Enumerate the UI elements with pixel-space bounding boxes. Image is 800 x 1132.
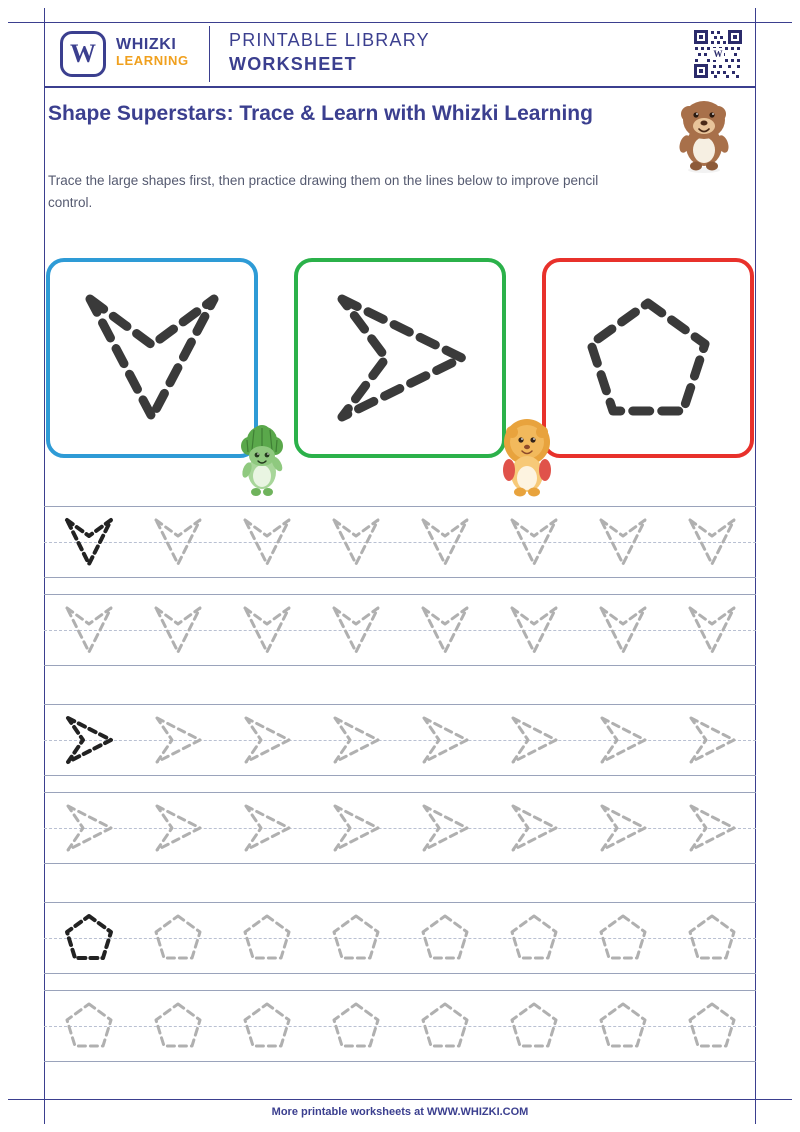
arrow-right-triangle-icon [415,798,475,858]
chevron-down-icon [504,600,564,660]
chevron-down-icon [326,600,386,660]
row-items [44,990,756,1062]
row-items [44,792,756,864]
practice-row[interactable] [44,586,756,674]
shape-box-row [44,258,756,458]
practice-group-pentagon [44,894,756,1070]
arrow-right-triangle-icon [326,798,386,858]
chevron-down-icon [237,512,297,572]
header-line-1: PRINTABLE LIBRARY [229,30,430,50]
chevron-down-icon [59,600,119,660]
chevron-down-icon [72,283,232,433]
pentagon-icon [237,908,297,968]
pentagon-icon [504,996,564,1056]
logo-subtitle: LEARNING [116,53,189,69]
arrow-right-triangle-icon [593,798,653,858]
practice-group-chevron-down [44,498,756,674]
pentagon-icon [593,996,653,1056]
arrow-right-triangle-icon [148,798,208,858]
arrow-right-triangle-icon [148,710,208,770]
chevron-down-icon [682,512,742,572]
pentagon-icon [415,908,475,968]
arrow-right-triangle-icon [415,710,475,770]
arrow-right-triangle-icon [59,710,119,770]
pentagon-icon [568,283,728,433]
chevron-down-icon [593,600,653,660]
arrow-right-triangle-icon [237,710,297,770]
arrow-right-triangle-icon [326,710,386,770]
qr-code-icon [692,28,744,80]
arrow-right-triangle-icon [504,710,564,770]
chevron-down-icon [326,512,386,572]
arrow-right-triangle-icon [682,798,742,858]
lion-mascot [496,418,558,505]
header-title-block [229,30,430,75]
page-header [44,22,756,88]
frame-bottom-rule [8,1099,792,1100]
arrow-right-triangle-icon [504,798,564,858]
chevron-down-icon [148,512,208,572]
row-items [44,594,756,666]
pentagon-icon [682,908,742,968]
bear-mascot [668,96,740,179]
chevron-down-icon [148,600,208,660]
practice-row[interactable] [44,498,756,586]
pentagon-icon [148,908,208,968]
practice-area [44,498,756,1070]
arrow-right-triangle-icon [320,283,480,433]
header-divider [209,26,210,82]
footer-prefix: More printable worksheets at [271,1106,427,1118]
chevron-down-icon [593,512,653,572]
pentagon-icon [504,908,564,968]
page-title: Shape Superstars: Trace & Learn with Whizki Learning [48,102,593,125]
logo-badge [60,31,106,77]
page-subtitle: Trace the large shapes first, then practice drawing them on the lines below to improve pencil control. [48,173,599,211]
pentagon-icon [593,908,653,968]
practice-row[interactable] [44,894,756,982]
shape-box-arrow-right [294,258,506,458]
arrow-right-triangle-icon [59,798,119,858]
logo-wordmark [116,36,189,69]
pentagon-icon [326,996,386,1056]
chevron-down-icon [682,600,742,660]
pentagon-icon [326,908,386,968]
row-items [44,902,756,974]
logo-letter: W [70,39,96,68]
pentagon-icon [415,996,475,1056]
header-line-2: WORKSHEET [229,54,357,74]
chevron-down-icon [237,600,297,660]
pentagon-icon [59,996,119,1056]
pentagon-icon [682,996,742,1056]
practice-row[interactable] [44,696,756,784]
broccoli-mascot [234,424,290,507]
chevron-down-icon [415,512,475,572]
practice-row[interactable] [44,982,756,1070]
arrow-right-triangle-icon [237,798,297,858]
row-items [44,506,756,578]
row-items [44,704,756,776]
pentagon-icon [59,908,119,968]
chevron-down-icon [59,512,119,572]
practice-row[interactable] [44,784,756,872]
arrow-right-triangle-icon [682,710,742,770]
footer-url[interactable]: WWW.WHIZKI.COM [426,1106,529,1118]
shape-box-pentagon [542,258,754,458]
logo-name: WHIZKI [116,36,177,53]
chevron-down-icon [504,512,564,572]
chevron-down-icon [415,600,475,660]
shape-box-chevron-down [46,258,258,458]
svg-text:W: W [713,49,723,59]
pentagon-icon [237,996,297,1056]
practice-group-arrow-right [44,696,756,872]
pentagon-icon [148,996,208,1056]
page-footer [0,1106,800,1118]
arrow-right-triangle-icon [593,710,653,770]
